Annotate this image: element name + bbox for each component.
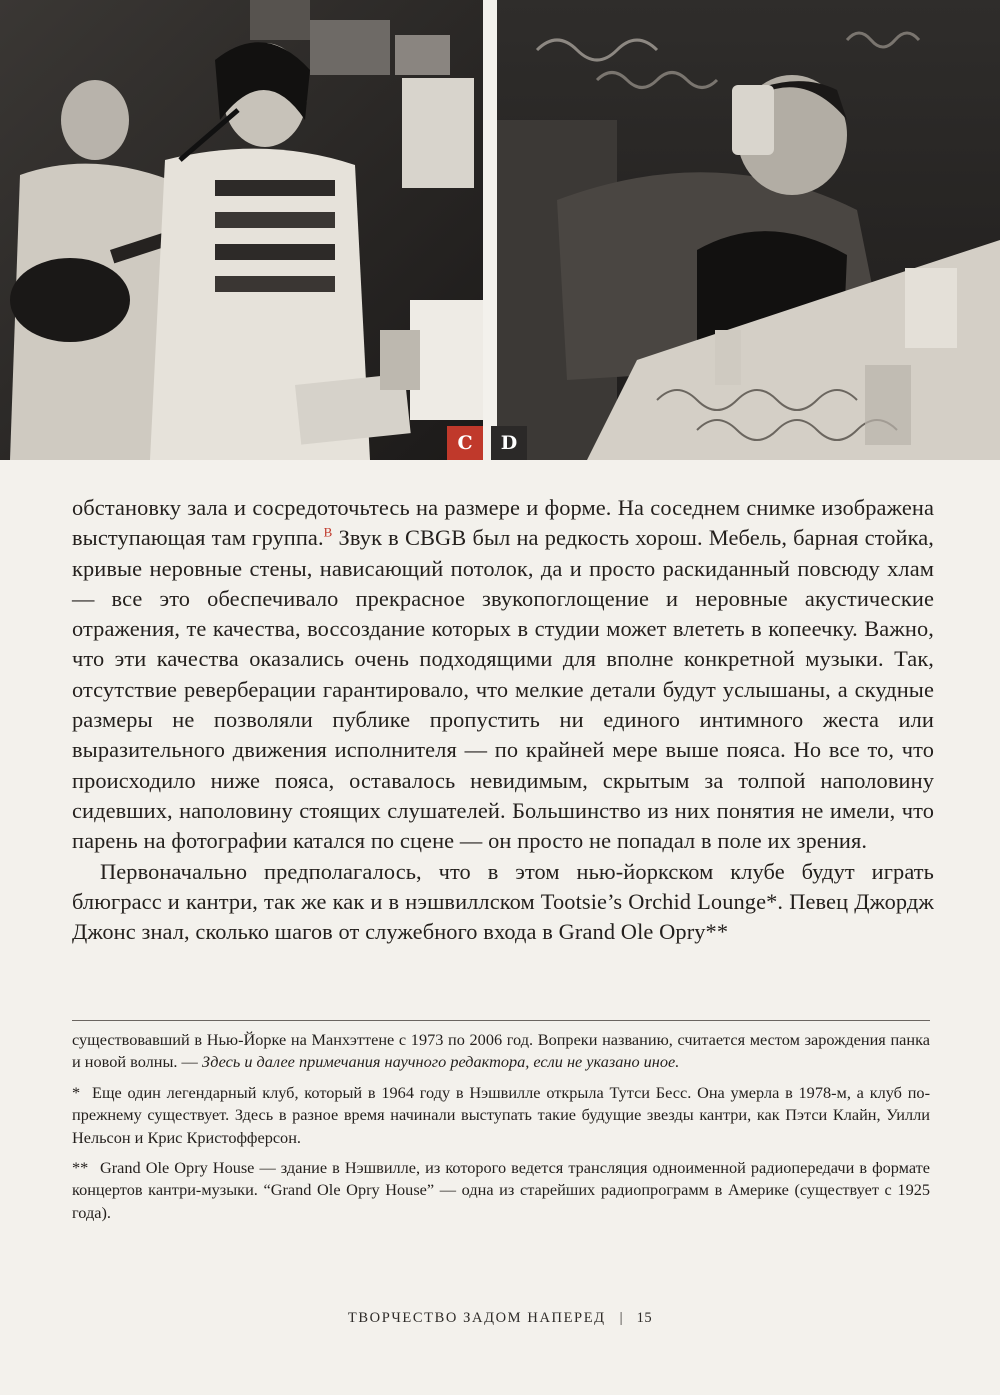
footnote-1-mark: * [72, 1082, 81, 1102]
footnote-2-mark: ** [72, 1158, 89, 1178]
paragraph-1 [72, 493, 934, 857]
running-footer [0, 1310, 1000, 1327]
footer-separator: | [619, 1310, 623, 1326]
footnote-continued-text: существовавший в Нью-Йорке на Манхэттене с 1973 по 2006 год. Вопреки названию, считается местом зарождения панка и новой волны. — [72, 1030, 930, 1072]
footnote-editor-note: Здесь и далее примечания научного редактора, если не указано иное. [201, 1052, 680, 1072]
paragraph-1-start: обстановку зала и сосредоточьтесь на размере и форме. На соседнем снимке изображена выступающая там группа. [72, 495, 934, 551]
footnote-2-text: Grand Ole Opry House — здание в Нэшвилле, из которого ведется трансляция одноименной радиопередачи в формате концертов кантри-музыки. “Grand Ole Opry House” — одна из старейших радиопрограмм в Америке (существует с 1925 года). [72, 1158, 930, 1222]
photo-d-image [497, 0, 1000, 460]
photo-spread [0, 0, 1000, 460]
footnote-2 [72, 1157, 930, 1224]
photo-reference-b: B [323, 524, 333, 540]
photo-gutter [483, 0, 497, 460]
paragraph-2: Первоначально предполагалось, что в этом нью-йоркском клубе будут играть блюграсс и кантри, так же как и в нэшвиллском Tootsie’s Orchid Lounge*. Певец Джордж Джонс знал, сколько шагов от служебного входа в Grand Ole Opry** [72, 858, 934, 945]
photo-c-image [0, 0, 483, 460]
photo-c-performers [0, 0, 483, 460]
footnote-1 [72, 1082, 930, 1149]
book-title: ТВОРЧЕСТВО ЗАДОМ НАПЕРЕД [347, 1310, 606, 1326]
photo-d-label: D [491, 426, 527, 460]
main-text [72, 493, 934, 947]
page-number: 15 [636, 1310, 653, 1326]
paragraph-1-rest: Звук в CBGB был на редкость хорош. Мебель, барная стойка, кривые неровные стены, нависающий потолок, да и просто раскиданный повсюду хлам — все это обеспечивало прекрасное звукопоглощение и неровные акустические отражения, те качества, воссоздание которых в студии может влететь в копеечку. Важно, что эти качества оказались очень подходящими для вполне конкретной музыки. Так, отсутствие реверберации гарантировало, что мелкие детали будут услышаны, а скудные размеры не позволяли публике пропустить ни единого интимного жеста или выразительного движения исполнителя — по крайней мере выше пояса. Но все то, что происходило ниже пояса, оставалось невидимым, скрытым за толпой наполовину сидевших, наполовину стоящих слушателей. Большинство из них понятия не имели, что парень на фотографии катался по сцене — он просто не попадал в поле их зрения. [72, 525, 934, 854]
footnote-1-text: Еще один легендарный клуб, который в 1964 году в Нэшвилле открыла Тутси Бесс. Она умерла в 1978-м, а клуб по-прежнему существует. Здесь в разное время начинали выступать такие будущие звезды кантри, как Пэтси Клайн, Уилли Нельсон и Крис Кристофферсон. [72, 1082, 930, 1147]
footnote-divider [72, 1020, 930, 1021]
footnote-continued [72, 1029, 930, 1074]
footnotes [72, 1029, 930, 1232]
photo-c-label: C [447, 426, 483, 460]
photo-d-drinker [497, 0, 1000, 460]
